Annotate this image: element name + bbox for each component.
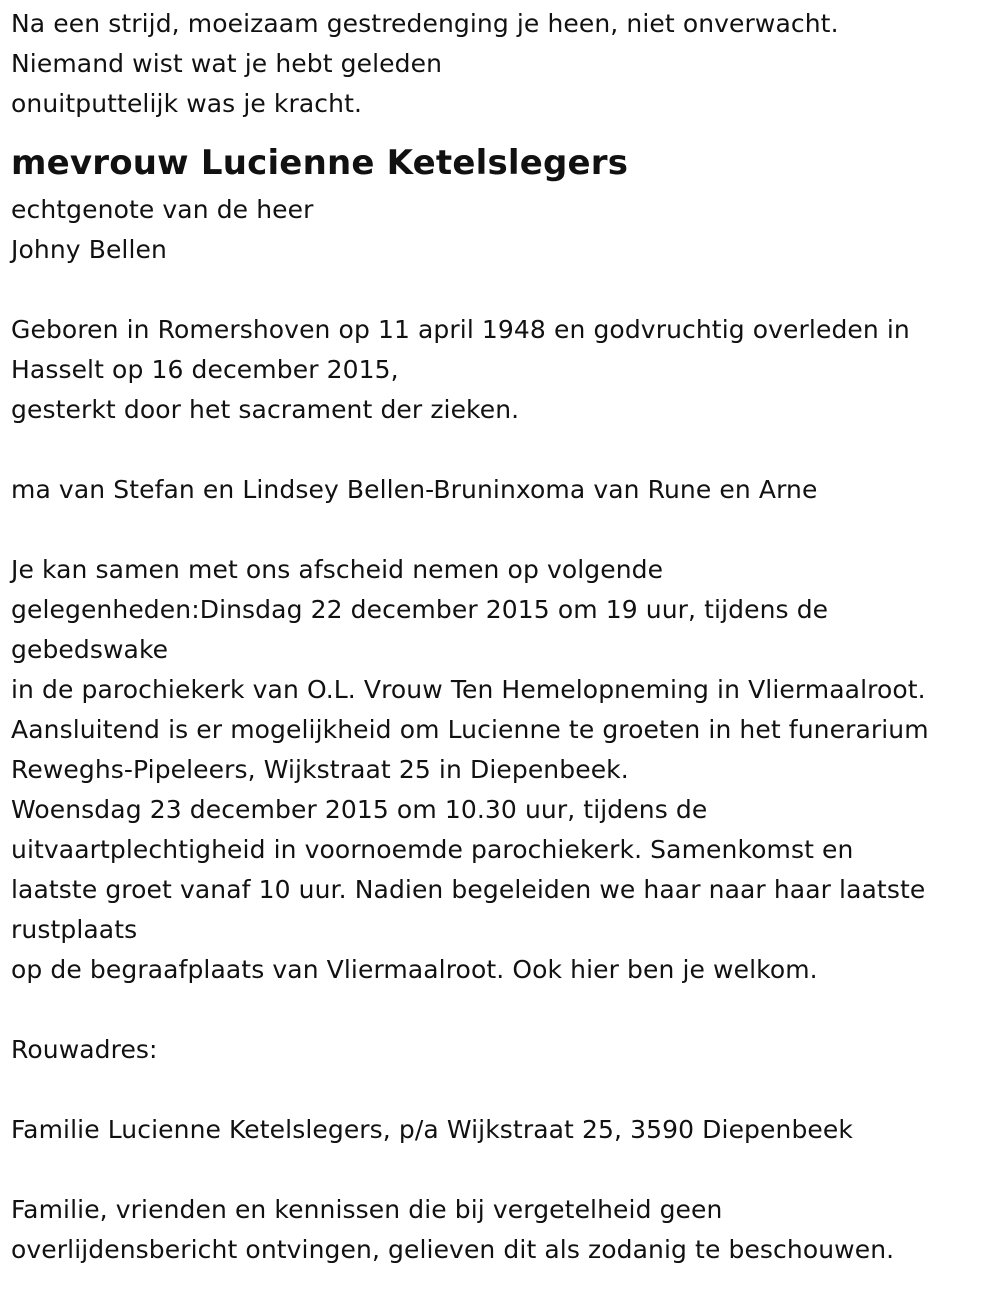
birth-death-line: Hasselt op 16 december 2015, [11, 355, 399, 384]
spacer [11, 990, 996, 1030]
farewell-line: laatste groet vanaf 10 uur. Nadien begeleiden we haar naar haar laatste [11, 875, 926, 904]
deceased-name: mevrouw Lucienne Ketelslegers [11, 143, 629, 183]
farewell-line: Reweghs-Pipeleers, Wijkstraat 25 in Diepenbeek. [11, 755, 629, 784]
spouse-line: Johny Bellen [11, 235, 167, 264]
birth-death-line: gesterkt door het sacrament der zieken. [11, 395, 520, 424]
mourning-address: Familie Lucienne Ketelslegers, p/a Wijkstraat 25, 3590 Diepenbeek [11, 1115, 853, 1144]
farewell-line: uitvaartplechtigheid in voornoemde parochiekerk. Samenkomst en [11, 835, 854, 864]
birth-death-info [11, 310, 996, 430]
spacer [11, 1070, 996, 1110]
farewell-line: Woensdag 23 december 2015 om 10.30 uur, tijdens de [11, 795, 708, 824]
farewell-line: Aansluitend is er mogelijkheid om Lucienne te groeten in het funerarium [11, 715, 929, 744]
farewell-line: op de begraafplaats van Vliermaalroot. Ook hier ben je welkom. [11, 955, 818, 984]
closing-note [11, 1190, 996, 1270]
spouse-info [11, 190, 996, 270]
spacer [11, 510, 996, 550]
poem-line: Niemand wist wat je hebt geleden [11, 49, 443, 78]
spacer [11, 1150, 996, 1190]
farewell-line: rustplaats [11, 915, 138, 944]
farewell-line: Je kan samen met ons afscheid nemen op volgende [11, 555, 664, 584]
poem-line: Na een strijd, moeizaam gestredenging je heen, niet onverwacht. [11, 9, 839, 38]
closing-line: overlijdensbericht ontvingen, gelieven dit als zodanig te beschouwen. [11, 1235, 895, 1264]
poem-line: onuitputtelijk was je kracht. [11, 89, 363, 118]
farewell-line: gebedswake [11, 635, 169, 664]
spouse-line: echtgenote van de heer [11, 195, 314, 224]
spacer [11, 430, 996, 470]
address-label: Rouwadres: [11, 1035, 158, 1064]
family-line: ma van Stefan en Lindsey Bellen-Bruninxoma van Rune en Arne [11, 475, 818, 504]
farewell-line: gelegenheden:Dinsdag 22 december 2015 om 19 uur, tijdens de [11, 595, 829, 624]
poem [11, 4, 996, 124]
farewell-line: in de parochiekerk van O.L. Vrouw Ten Hemelopneming in Vliermaalroot. [11, 675, 926, 704]
farewell-info [11, 550, 996, 990]
birth-death-line: Geboren in Romershoven op 11 april 1948 en godvruchtig overleden in [11, 315, 910, 344]
closing-line: Familie, vrienden en kennissen die bij vergetelheid geen [11, 1195, 723, 1224]
spacer [11, 270, 996, 310]
obituary-notice [11, 4, 996, 1270]
